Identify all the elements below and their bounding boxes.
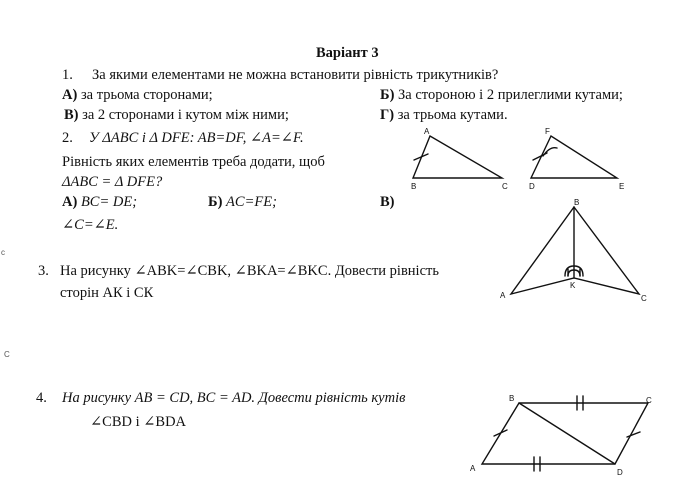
para-label-b: B	[509, 394, 515, 403]
para-label-c: C	[646, 396, 652, 405]
q1-option-v-text: за 2 сторонами і кутом між ними;	[82, 107, 289, 123]
q2-line3: ΔABC = Δ DFE?	[62, 174, 163, 190]
kite-label-a: A	[500, 291, 506, 300]
q2-condition: У ΔABC і Δ DFE: AB=DF, ∠A=∠F.	[89, 130, 304, 146]
q1-option-g-text: за трьома кутами.	[397, 107, 508, 123]
kite-label-b: B	[574, 198, 580, 207]
edge-fragment-2: C	[4, 350, 10, 359]
q2-option-a-text: BC= DE;	[80, 194, 138, 210]
q2-number: 2.	[62, 130, 73, 146]
q3-line1: На рисунку ∠ABK=∠CBK, ∠BKA=∠BKC. Довести рівність	[60, 263, 439, 279]
triangle-abc-figure	[413, 136, 502, 178]
q1-option-g-letter: Г)	[380, 107, 395, 123]
q4-number: 4.	[36, 390, 47, 406]
tri-abc-label-b: B	[411, 182, 417, 191]
q2-option-b-letter: Б)	[208, 194, 223, 210]
para-label-a: A	[470, 464, 476, 473]
q1-option-b-text: За стороною і 2 прилеглими кутами;	[398, 87, 623, 103]
edge-fragment-1: c	[1, 248, 5, 257]
q1-question: За якими елементами не можна встановити рівність трикутників?	[92, 67, 499, 83]
q2-option-a-letter: А)	[62, 194, 78, 210]
variant-title: Варіант 3	[316, 45, 379, 61]
tri-abc-label-c: C	[502, 182, 508, 191]
q1-option-a-letter: А)	[62, 87, 78, 103]
tri-dfe-label-d: D	[529, 182, 535, 191]
tri-dfe-label-f: F	[545, 127, 550, 136]
q1-option-a-text: за трьома сторонами;	[80, 87, 213, 103]
para-label-d: D	[617, 468, 623, 477]
q2-option-b-text: AC=FE;	[226, 194, 277, 210]
tri-abc-label-a: A	[424, 127, 430, 136]
q4-line1: На рисунку AB = CD, BC = AD. Довести рівність кутів	[62, 390, 406, 406]
q3-number: 3.	[38, 263, 49, 279]
q1-option-b-letter: Б)	[380, 87, 395, 103]
triangle-dfe-figure	[531, 136, 617, 178]
q3-line2: сторін АК і СК	[60, 285, 154, 301]
q1-number: 1.	[62, 67, 73, 83]
kite-label-c: C	[641, 294, 647, 303]
tri-dfe-label-e: E	[619, 182, 625, 191]
q2-line2: Рівність яких елементів треба додати, щоб	[62, 154, 325, 170]
parallelogram-figure	[482, 396, 648, 471]
q4-line2: ∠CBD і ∠BDA	[90, 414, 187, 430]
q2-option-v-text: ∠C=∠E.	[62, 217, 119, 233]
q2-option-v-letter: В)	[380, 194, 395, 210]
q1-option-v-letter: В)	[64, 107, 79, 123]
kite-label-k: K	[570, 281, 576, 290]
